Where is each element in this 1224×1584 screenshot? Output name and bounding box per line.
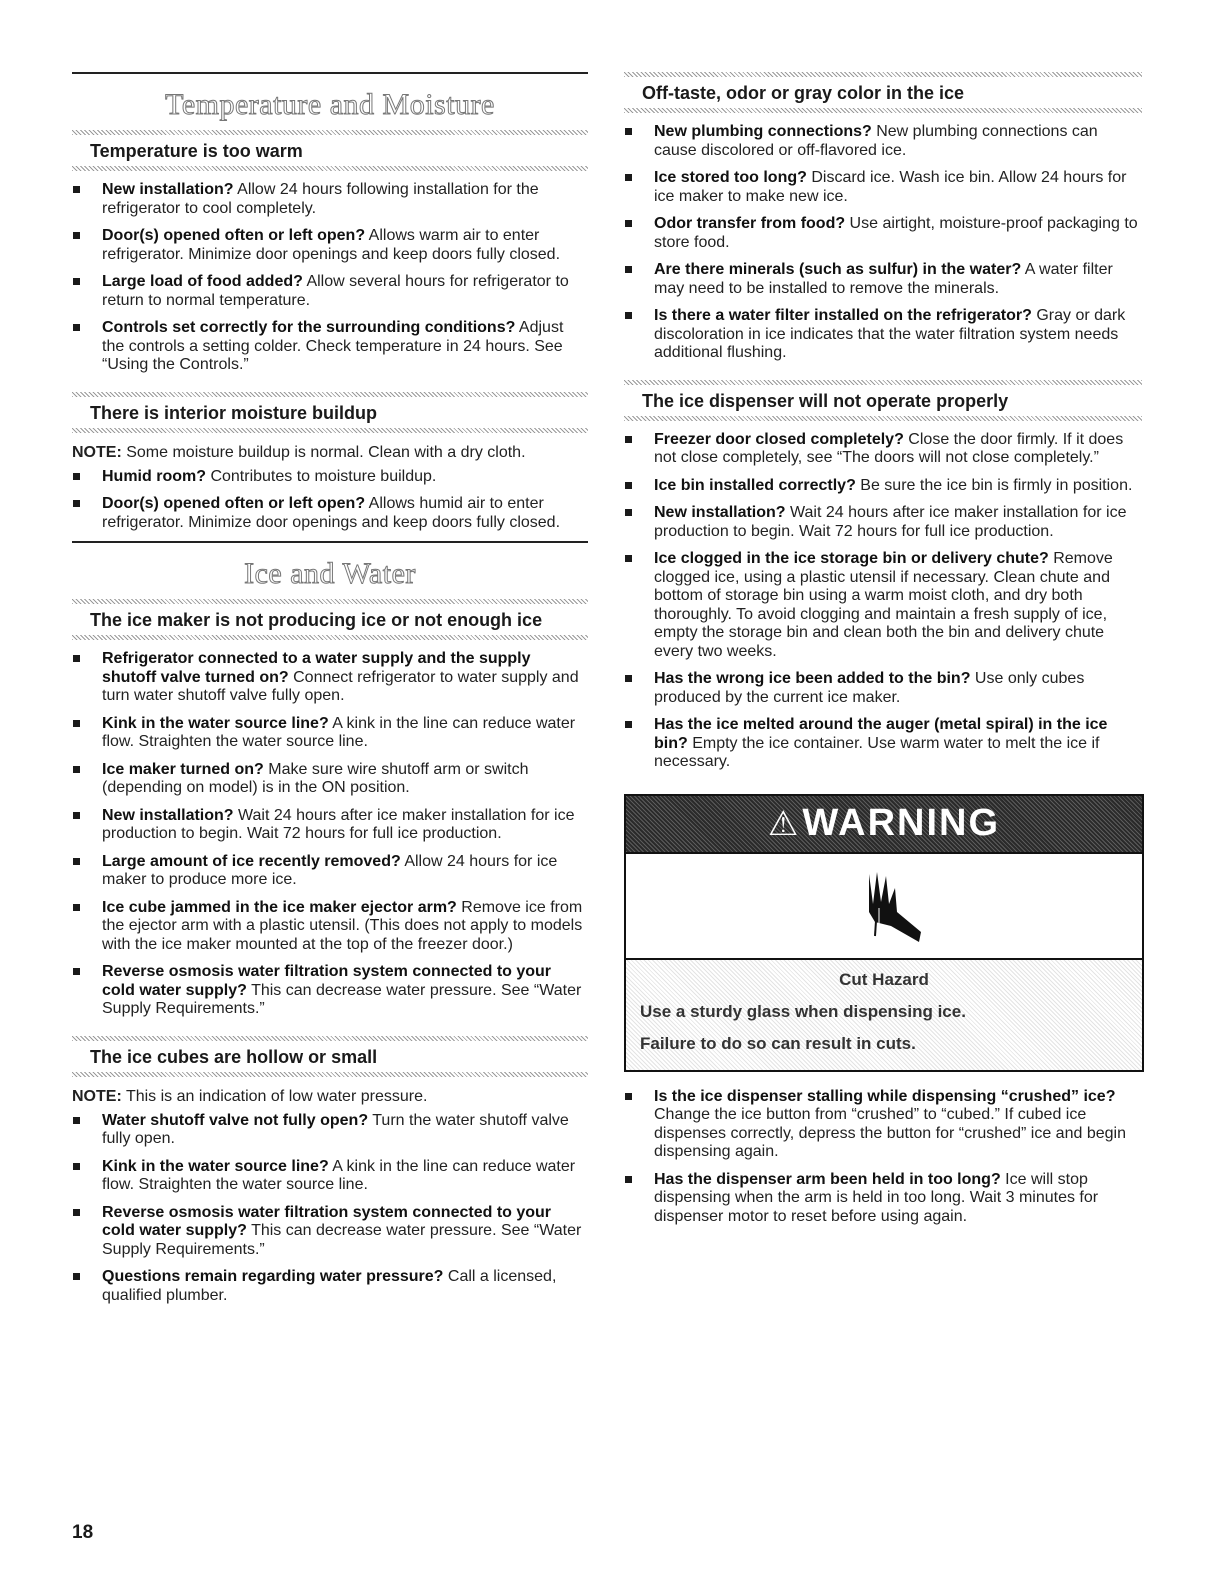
list-item: Water shutoff valve not fully open? Turn the water shutoff valve fully open. [72,1112,588,1149]
right-column [624,72,1142,1235]
list-item: Is there a water filter installed on the refrigerator? Gray or dark discoloration in ice indicates that the water filtration system needs additional flushing. [624,307,1142,363]
hatch-rule [72,635,588,640]
list-item: Door(s) opened often or left open? Allows humid air to enter refrigerator. Minimize door openings and keep doors fully closed. [72,495,588,532]
left-column [72,72,588,1314]
list-item: Large load of food added? Allow several hours for refrigerator to return to normal temperature. [72,273,588,310]
list-item: Door(s) opened often or left open? Allows warm air to enter refrigerator. Minimize door openings and keep doors fully closed. [72,227,588,264]
heading-too-warm: Temperature is too warm [90,141,303,161]
list-item: New plumbing connections? New plumbing connections can cause discolored or off-flavored ice. [624,123,1142,160]
hatch-rule [624,416,1142,421]
list-not-producing [72,650,588,1019]
list-item: Reverse osmosis water filtration system connected to your cold water supply? This can decrease water pressure. See “Water Supply Requirements.” [72,963,588,1019]
warning-line: Use a sturdy glass when dispensing ice. [640,1001,966,1021]
list-dispenser-more [624,1088,1142,1227]
warning-box [624,794,1144,1072]
heading-not-producing: The ice maker is not producing ice or not enough ice [90,610,543,630]
list-hollow [72,1112,588,1306]
warning-title: Cut Hazard [839,969,929,989]
list-item: Ice bin installed correctly? Be sure the ice bin is firmly in position. [624,477,1142,496]
list-item: Refrigerator connected to a water supply and the supply shutoff valve turned on? Connect refrigerator to water supply and turn water shutoff valve fully open. [72,650,588,706]
list-item: Ice clogged in the ice storage bin or delivery chute? Remove clogged ice, using a plastic utensil if necessary. Clean chute and bottom of storage bin using a warm moist cloth, and dry both thoroughly. To avoid clogging and maintain a fresh supply of ice, empty the storage bin and clean both the bin and delivery chute every two weeks. [624,550,1142,661]
heading-moisture: There is interior moisture buildup [90,402,378,423]
list-item: Has the ice melted around the auger (metal spiral) in the ice bin? Empty the ice container. Use warm water to melt the ice if necessary. [624,716,1142,772]
warning-banner [626,796,1142,854]
list-item: Kink in the water source line? A kink in the line can reduce water flow. Straighten the water source line. [72,1158,588,1195]
heading-dispenser: The ice dispenser will not operate properly [642,390,1009,411]
list-item: Has the dispenser arm been held in too long? Ice will stop dispensing when the arm is held in too long. Wait 3 minutes for dispenser motor to reset before using again. [624,1171,1142,1227]
note-moisture: NOTE: Some moisture buildup is normal. Clean with a dry cloth. [72,443,526,461]
list-item: New installation? Wait 24 hours after ice maker installation for ice production to begin. Wait 72 hours for full ice production. [624,504,1142,541]
list-item: Large amount of ice recently removed? Allow 24 hours for ice maker to produce more ice. [72,853,588,890]
list-item: Ice cube jammed in the ice maker ejector arm? Remove ice from the ejector arm with a plastic utensil. (This does not apply to models with the ice maker mounted at the top of the freezer door.) [72,899,588,955]
warning-text [626,960,1142,1070]
hatch-rule [72,1072,588,1077]
list-dispenser [624,431,1142,772]
warning-label: WARNING [802,802,1001,844]
list-item: Controls set correctly for the surrounding conditions? Adjust the controls a setting colder. Check temperature in 24 hours. See “Using the Controls.” [72,319,588,375]
list-moisture [72,468,588,533]
page-number: 18 [72,1522,94,1543]
hatch-rule [72,166,588,171]
warning-line: Failure to do so can result in cuts. [640,1033,916,1053]
heading-off-taste: Off-taste, odor or gray color in the ice [642,83,965,103]
list-item: Questions remain regarding water pressure? Call a licensed, qualified plumber. [72,1268,588,1305]
list-too-warm [72,181,588,375]
heading-hollow: The ice cubes are hollow or small [90,1046,378,1067]
hatch-rule [72,428,588,433]
list-item: Reverse osmosis water filtration system connected to your cold water supply? This can decrease water pressure. See “Water Supply Requirements.” [72,1204,588,1260]
list-item: Is the ice dispenser stalling while dispensing “crushed” ice? Change the ice button from “crushed” to “cubed.” If cubed ice dispenses correctly, depress the button for “crushed” ice and begin dispensing again. [624,1088,1142,1162]
list-item: New installation? Wait 24 hours after ice maker installation for ice production to begin. Wait 72 hours for full ice production. [72,807,588,844]
list-item: Are there minerals (such as sulfur) in the water? A water filter may need to be installed to remove the minerals. [624,261,1142,298]
list-off-taste [624,123,1142,363]
list-item: Humid room? Contributes to moisture buildup. [72,468,588,487]
list-item: New installation? Allow 24 hours following installation for the refrigerator to cool completely. [72,181,588,218]
list-item: Kink in the water source line? A kink in the line can reduce water flow. Straighten the water source line. [72,715,588,752]
cut-hazard-hand-icon [626,854,1142,960]
list-item: Freezer door closed completely? Close the door firmly. If it does not close completely, see “The doors will not close completely.” [624,431,1142,468]
note-hollow: NOTE: This is an indication of low water pressure. [72,1087,428,1105]
list-item: Ice maker turned on? Make sure wire shutoff arm or switch (depending on model) is in the ON position. [72,761,588,798]
list-item: Odor transfer from food? Use airtight, moisture-proof packaging to store food. [624,215,1142,252]
section-title-ice-water: Ice and Water [244,557,416,590]
warning-triangle-icon: ⚠ [767,804,801,843]
hatch-rule [624,108,1142,113]
list-item: Ice stored too long? Discard ice. Wash ice bin. Allow 24 hours for ice maker to make new ice. [624,169,1142,206]
list-item: Has the wrong ice been added to the bin? Use only cubes produced by the current ice maker. [624,670,1142,707]
section-title-temperature: Temperature and Moisture [165,88,495,121]
